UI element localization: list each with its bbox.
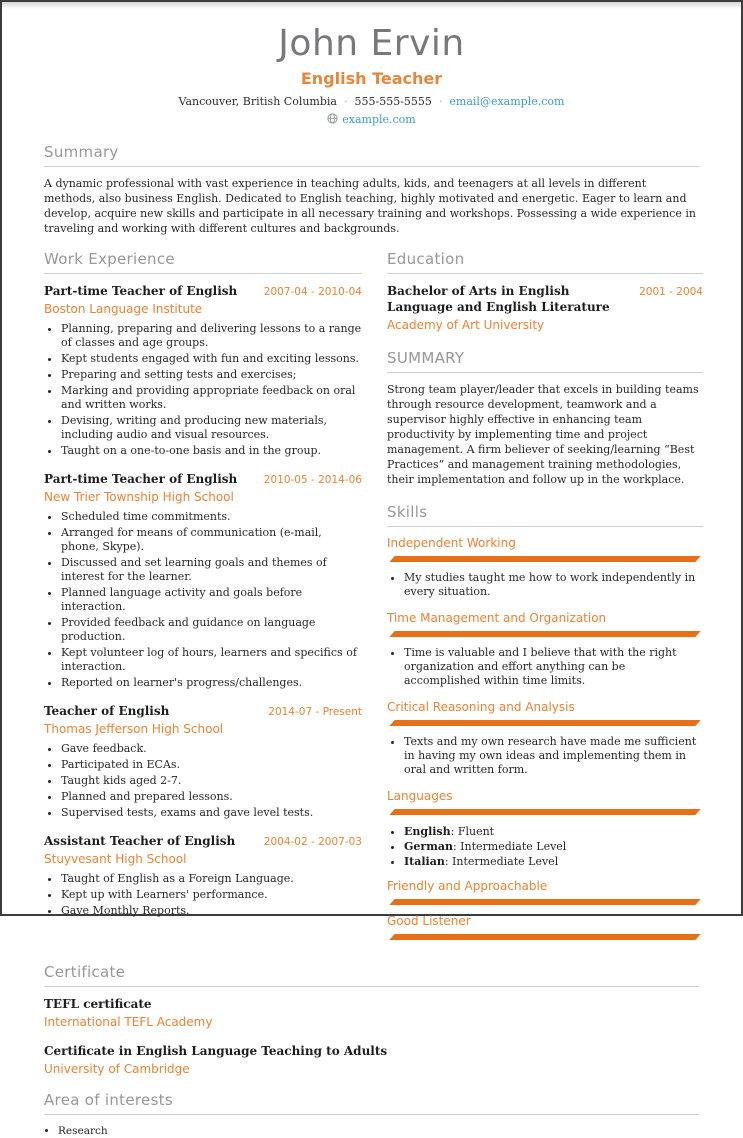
interest-item: • Research — [58, 1124, 699, 1138]
skill-item — [387, 611, 703, 688]
soft-skill-name: Friendly and Approachable — [387, 879, 548, 893]
work-bullet: • Arranged for means of communication (e-mail, phone, Skype). — [61, 526, 362, 554]
soft-skill-item — [387, 914, 703, 940]
skill-level-bar — [389, 720, 700, 726]
language-level: Fluent — [457, 825, 495, 838]
certificate-heading: Certificate — [44, 963, 699, 987]
languages-level-bar — [389, 809, 700, 815]
interests-section — [44, 1091, 699, 1138]
interests-heading: Area of interests — [44, 1091, 699, 1115]
language-name: Italian — [404, 855, 445, 868]
work-bullet: • Kept volunteer log of hours, learners and specifics of interaction. — [61, 646, 362, 674]
right-column — [387, 250, 703, 949]
skill-level-bar — [389, 556, 700, 562]
skill-bullets — [387, 646, 703, 688]
work-bullet: • Planning, preparing and delivering lessons to a range of classes and age groups. — [61, 322, 362, 350]
skill-item — [387, 700, 703, 777]
skill-name: Critical Reasoning and Analysis — [387, 700, 575, 714]
certificate-entry — [44, 996, 699, 1030]
work-bullet: • Planned language activity and goals before interaction. — [61, 586, 362, 614]
soft-skill-name: Good Listener — [387, 914, 471, 928]
skill-name: Time Management and Organization — [387, 611, 607, 625]
work-entry-company: New Trier Township High School — [44, 490, 234, 504]
languages-block — [387, 789, 703, 869]
work-bullet: • Taught kids aged 2-7. — [61, 774, 362, 788]
work-experience-heading: Work Experience — [44, 250, 362, 274]
skill-bullet: • Texts and my own research have made me sufficient in having my own ideas and implementing them in oral and written form. — [404, 735, 703, 777]
language-name: German — [404, 840, 453, 853]
two-column-layout — [44, 250, 703, 949]
globe-icon — [327, 113, 338, 124]
education-degree: Bachelor of Arts in English Language and English Literature — [387, 284, 610, 314]
language-separator: : — [450, 825, 458, 838]
soft-skill-level-bar — [389, 899, 700, 905]
work-entry-title: Part-time Teacher of English — [44, 472, 238, 486]
work-bullet: • Gave feedback. — [61, 742, 362, 756]
soft-skill-item — [387, 879, 703, 905]
skill-name: Independent Working — [387, 536, 516, 550]
language-item — [404, 839, 703, 854]
work-entry — [44, 703, 362, 820]
work-bullet: • Reported on learner's progress/challenges. — [61, 676, 362, 690]
work-entry-bullets — [44, 510, 362, 690]
work-bullet: • Planned and prepared lessons. — [61, 790, 362, 804]
work-entry-header — [44, 703, 362, 719]
languages-heading: Languages — [387, 789, 453, 803]
work-bullet: • Kept students engaged with fun and exciting lessons. — [61, 352, 362, 366]
person-name: John Ervin — [278, 23, 465, 64]
work-bullet: • Gave Monthly Reports. — [61, 904, 362, 918]
work-bullet: • Marking and providing appropriate feedback on oral and written works. — [61, 384, 362, 412]
work-entry-bullets — [44, 742, 362, 820]
work-entry — [44, 283, 362, 458]
certificate-entry — [44, 1043, 699, 1077]
separator-dot: · — [438, 95, 443, 108]
work-bullet: • Scheduled time commitments. — [61, 510, 362, 524]
work-bullet: • Taught on a one-to-one basis and in the group. — [61, 444, 362, 458]
work-bullet: • Provided feedback and guidance on language production. — [61, 616, 362, 644]
work-experience-column — [44, 250, 362, 949]
separator-dot: · — [343, 95, 348, 108]
resume-header — [44, 2, 699, 127]
work-bullet: • Preparing and setting tests and exercises; — [61, 368, 362, 382]
skill-item — [387, 536, 703, 599]
work-entry-title: Assistant Teacher of English — [44, 834, 236, 848]
work-bullet: • Supervised tests, exams and gave level tests. — [61, 806, 362, 820]
top-shadow — [2, 2, 741, 9]
education-school: Academy of Art University — [387, 318, 545, 332]
work-bullet: • Participated in ECAs. — [61, 758, 362, 772]
work-entry-bullets — [44, 322, 362, 458]
language-item — [404, 824, 703, 839]
language-item — [404, 854, 703, 869]
skill-bullet: • Time is valuable and I believe that with the right organization and effort anything can be accomplished within time limits. — [404, 646, 703, 688]
work-bullet: • Devising, writing and producing new materials, including audio and visual resources. — [61, 414, 362, 442]
skill-level-bar — [389, 631, 700, 637]
certificate-title: Certificate in English Language Teaching to Adults — [44, 1044, 388, 1058]
summary-heading: Summary — [44, 143, 699, 167]
education-heading: Education — [387, 250, 703, 274]
profile-summary-section — [387, 349, 703, 487]
summary-text: A dynamic professional with vast experience in teaching adults, kids, and teenagers at all levels in different methods, also business English. Dedicated to English teaching, highly motivated and energetic. Eager to learn and develop, acquire new skills and participate in all necessary training and workshops. Possessing a wide experience in traveling and working with different cultures and backgrounds. — [44, 177, 696, 235]
work-bullet: • Taught of English as a Foreign Language. — [61, 872, 362, 886]
work-entry-company: Boston Language Institute — [44, 302, 203, 316]
education-entry-header — [387, 283, 703, 315]
work-entry-title: Teacher of English — [44, 704, 170, 718]
education-entry — [387, 283, 703, 333]
contact-website-link[interactable]: example.com — [342, 113, 416, 126]
contact-phone: 555-555-5555 — [354, 95, 432, 108]
education-dates: 2001 - 2004 — [639, 286, 703, 298]
person-job-title: English Teacher — [300, 69, 443, 88]
skills-section — [387, 503, 703, 940]
language-level: Intermediate Level — [452, 855, 559, 868]
work-entry-header — [44, 833, 362, 849]
soft-skill-level-bar — [389, 934, 700, 940]
work-entry — [44, 471, 362, 690]
skill-bullet: • My studies taught me how to work independently in every situation. — [404, 571, 703, 599]
work-entry-bullets — [44, 872, 362, 918]
contact-website-line — [44, 113, 699, 127]
profile-summary-text: Strong team player/leader that excels in building teams through resource development, teamwork and a supervisor highly effective in enhancing team productivity by implementing time and project management. A firm believer of seeking/learning “Best Practices” and management training methodologies, their implementation and follow up in the workplace. — [387, 383, 699, 486]
contact-line — [44, 95, 699, 109]
certificate-issuer: University of Cambridge — [44, 1062, 190, 1076]
language-separator: : — [444, 855, 453, 868]
summary-section — [44, 143, 699, 236]
work-entry — [44, 833, 362, 918]
certificate-issuer: International TEFL Academy — [44, 1015, 213, 1029]
language-name: English — [404, 825, 451, 838]
work-entry-dates: 2010-05 - 2014-06 — [263, 474, 362, 486]
profile-summary-heading: SUMMARY — [387, 349, 703, 373]
language-level: Intermediate Level — [460, 840, 567, 853]
languages-list — [387, 824, 703, 869]
contact-location: Vancouver, British Columbia — [178, 95, 337, 108]
skill-bullets — [387, 571, 703, 599]
interests-list — [44, 1124, 699, 1138]
contact-email-link[interactable]: email@example.com — [449, 95, 565, 108]
resume-page — [2, 2, 741, 1137]
work-entry-dates: 2004-02 - 2007-03 — [263, 836, 362, 848]
certificate-title: TEFL certificate — [44, 997, 152, 1011]
skill-bullets — [387, 735, 703, 777]
work-bullet: • Kept up with Learners' performance. — [61, 888, 362, 902]
language-separator: : — [452, 840, 461, 853]
skills-heading: Skills — [387, 503, 703, 527]
certificate-section — [44, 963, 699, 1077]
work-entry-header — [44, 283, 362, 299]
work-entry-header — [44, 471, 362, 487]
work-entry-company: Stuyvesant High School — [44, 852, 187, 866]
work-bullet: • Discussed and set learning goals and themes of interest for the learner. — [61, 556, 362, 584]
work-entry-title: Part-time Teacher of English — [44, 284, 238, 298]
work-entry-company: Thomas Jefferson High School — [44, 722, 224, 736]
work-entry-dates: 2014-07 - Present — [268, 706, 362, 718]
work-entry-dates: 2007-04 - 2010-04 — [263, 286, 362, 298]
